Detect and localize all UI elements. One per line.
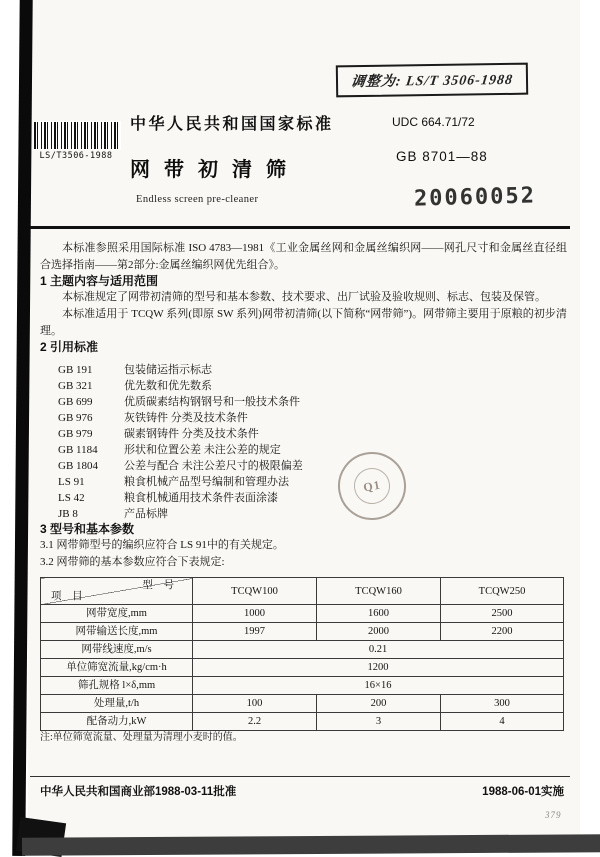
barcode-image: [33, 121, 121, 150]
reference-title: 粮食机械产品型号编制和管理办法: [124, 476, 289, 488]
table-row: [41, 605, 564, 623]
parameter-value-cell: 1600: [317, 605, 441, 623]
parameter-name-cell: 单位筛宽流量,kg/cm·h: [41, 659, 193, 677]
reference-code: LS 42: [58, 492, 85, 504]
handwritten-annotation-box: [336, 63, 528, 98]
parameter-name-cell: 网带输送长度,mm: [41, 623, 193, 641]
reference-item: [58, 378, 567, 394]
table-row: [41, 623, 564, 641]
basic-parameters-table: [40, 577, 564, 731]
parameter-value-cell: 3: [317, 713, 441, 731]
document-title-english: Endless screen pre-cleaner: [136, 194, 259, 205]
model-column-header: TCQW250: [441, 578, 564, 605]
parameter-name-cell: 筛孔规格 l×δ,mm: [41, 677, 193, 695]
reference-code: JB 8: [58, 508, 78, 520]
udc-number: UDC 664.71/72: [392, 115, 475, 129]
parameter-value-cell: 2000: [317, 623, 441, 641]
parameter-value-cell: 1997: [193, 623, 317, 641]
parameter-value-cell: 2.2: [193, 713, 317, 731]
reference-item: [58, 474, 567, 490]
reference-title: 包装储运指示标志: [124, 364, 212, 376]
reference-item: [58, 506, 567, 522]
reference-item: [58, 362, 567, 378]
parameter-value-cell: 4: [441, 713, 564, 731]
reference-item: [58, 410, 567, 426]
table-corner-cell: [41, 578, 193, 605]
reference-title: 产品标牌: [124, 508, 168, 520]
reference-code: GB 1804: [58, 460, 99, 472]
handwritten-annotation-text: 调整为: LS/T 3506-1988: [349, 72, 514, 91]
footer-approval-text: 中华人民共和国商业部1988-03-11批准: [40, 786, 237, 798]
standard-number: GB 8701—88: [396, 149, 488, 164]
reference-title: 优质碳素结构钢钢号和一般技术条件: [124, 396, 300, 408]
table-row: [41, 677, 564, 695]
model-column-header: TCQW100: [193, 578, 317, 605]
reference-item: [58, 394, 567, 410]
footer-divider-rule: [30, 776, 570, 777]
reference-title: 公差与配合 未注公差尺寸的极限偏差: [124, 460, 303, 472]
table-row: [41, 641, 564, 659]
intro-paragraph: 本标准参照采用国际标准 ISO 4783—1981《工业金属丝网和金属丝编织网——网孔尺寸和金属丝直径组合选择指南——第2部分:金属丝编织网优先组合》。: [40, 242, 567, 271]
section1-paragraph-2: 本标准适用于 TCQW 系列(即原 SW 系列)网带初清筛(以下简称“网带筛”)。网带筛主要用于原粮的初步清理。: [40, 308, 567, 337]
parameter-value-cell: 200: [317, 695, 441, 713]
parameter-name-cell: 处理量,t/h: [41, 695, 193, 713]
parameter-value-cell: 2500: [441, 605, 564, 623]
params-table-body: [41, 578, 564, 731]
reference-title: 优先数和优先数系: [124, 380, 212, 392]
reference-title: 灰铁铸件 分类及技术条件: [124, 412, 248, 424]
document-body: [40, 240, 567, 744]
reference-item: [58, 458, 567, 474]
table-note: 注:单位筛宽流量、处理量为清理小麦时的值。: [40, 732, 243, 743]
parameter-name-cell: 配备动力,kW: [41, 713, 193, 731]
clause-3-2: 3.2 网带筛的基本参数应符合下表规定:: [40, 556, 225, 568]
table-row: [41, 713, 564, 731]
table-row: [41, 659, 564, 677]
footer-implementation-date: 1988-06-01实施: [482, 786, 564, 798]
standard-organization-title: 中华人民共和国国家标准: [130, 116, 334, 133]
reference-title: 形状和位置公差 未注公差的规定: [124, 444, 281, 456]
seal-center-text: Q1: [362, 477, 382, 494]
references-list: [40, 362, 567, 522]
parameter-name-cell: 网带线速度,m/s: [41, 641, 193, 659]
corner-label-item: 项 目: [51, 591, 87, 602]
section3-heading: 3 型号和基本参数: [40, 522, 135, 536]
stamped-serial-number: 20060052: [413, 183, 537, 212]
table-row: [41, 695, 564, 713]
reference-code: GB 976: [58, 412, 93, 424]
section1-heading: 1 主题内容与适用范围: [40, 274, 159, 288]
parameter-value-cell: 300: [441, 695, 564, 713]
parameter-value-cell: 1200: [193, 659, 564, 677]
reference-code: GB 979: [58, 428, 93, 440]
reference-code: GB 191: [58, 364, 93, 376]
barcode-label: LS/T3506-1988: [39, 151, 113, 161]
reference-item: [58, 442, 567, 458]
reference-code: GB 1184: [58, 444, 98, 456]
reference-title: 粮食机械通用技术条件表面涂漆: [124, 492, 278, 504]
reference-code: LS 91: [58, 476, 85, 488]
table-header-row: [41, 578, 564, 605]
reference-item: [58, 490, 567, 506]
parameter-value-cell: 16×16: [193, 677, 564, 695]
reference-item: [58, 426, 567, 442]
parameter-value-cell: 0.21: [193, 641, 564, 659]
parameter-value-cell: 100: [193, 695, 317, 713]
model-column-header: TCQW160: [317, 578, 441, 605]
reference-code: GB 699: [58, 396, 93, 408]
page-number: 379: [545, 810, 562, 820]
barcode-block: [33, 121, 119, 161]
corner-label-model: 型 号: [142, 580, 178, 591]
clause-3-1: 3.1 网带筛型号的编织应符合 LS 91中的有关规定。: [40, 539, 284, 551]
scan-edge-bottom: [22, 834, 600, 856]
parameter-value-cell: 2200: [441, 623, 564, 641]
document-title: 网带初清筛: [130, 159, 300, 181]
section1-paragraph-1: 本标准规定了网带初清筛的型号和基本参数、技术要求、出厂试验及验收规则、标志、包装及保管。: [62, 291, 546, 303]
reference-code: GB 321: [58, 380, 93, 392]
header-divider-rule: [30, 226, 570, 229]
parameter-name-cell: 网带宽度,mm: [41, 605, 193, 623]
parameter-value-cell: 1000: [193, 605, 317, 623]
section2-heading: 2 引用标准: [40, 340, 99, 354]
reference-title: 碳素钢铸件 分类及技术条件: [124, 428, 259, 440]
